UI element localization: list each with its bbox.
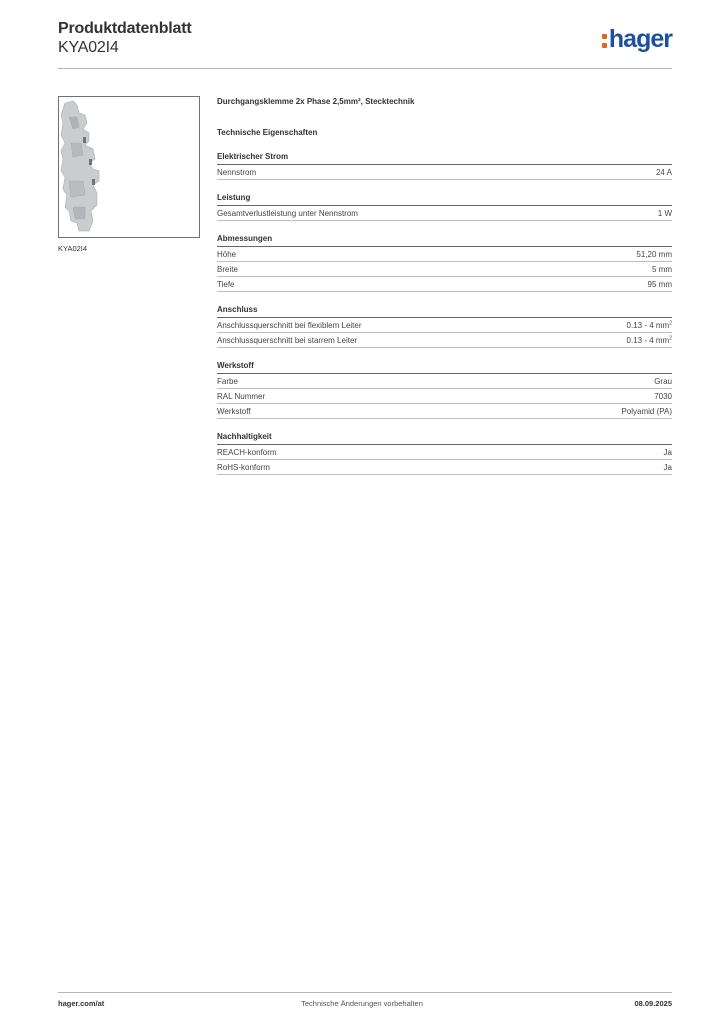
product-description: Durchgangsklemme 2x Phase 2,5mm², Stecktechnik (217, 97, 415, 106)
property-label: Nennstrom (217, 167, 257, 177)
property-value-wrap (654, 377, 672, 386)
property-label: Breite (217, 264, 238, 274)
property-value: 24 A (655, 167, 672, 177)
property-row (217, 277, 672, 292)
logo-dots-icon (602, 34, 607, 48)
property-value: 51,20 mm (636, 249, 672, 259)
property-value-wrap (627, 321, 672, 330)
property-value: 95 mm (647, 279, 672, 289)
property-value-wrap (627, 336, 672, 345)
property-value: 0.13 - 4 mm (626, 320, 670, 330)
group-title: Elektrischer Strom (217, 151, 672, 165)
terminal-block-icon (59, 97, 199, 237)
property-value-wrap (652, 265, 672, 274)
property-label: Anschlussquerschnitt bei flexiblem Leiter (217, 320, 362, 330)
property-value: Grau (654, 376, 672, 386)
property-value: 7030 (654, 391, 672, 401)
property-label: Gesamtverlustleistung unter Nennstrom (217, 208, 358, 218)
unit-superscript: 2 (669, 319, 672, 326)
property-row (217, 333, 672, 348)
group-title: Werkstoff (217, 360, 672, 374)
property-row (217, 206, 672, 221)
property-row (217, 460, 672, 475)
property-group (217, 360, 672, 419)
property-row (217, 262, 672, 277)
header-divider (58, 68, 672, 69)
property-value: 1 W (657, 208, 672, 218)
property-value-wrap (648, 280, 672, 289)
property-row (217, 165, 672, 180)
property-value: 5 mm (652, 264, 672, 274)
property-row (217, 445, 672, 460)
property-value-wrap (664, 463, 672, 472)
group-title: Anschluss (217, 304, 672, 318)
property-value: Ja (663, 462, 672, 472)
product-content (217, 96, 672, 475)
property-label: Anschlussquerschnitt bei starrem Leiter (217, 335, 358, 345)
group-title: Abmessungen (217, 233, 672, 247)
property-value-wrap (636, 250, 672, 259)
group-title: Nachhaltigkeit (217, 431, 672, 445)
property-value: Polyamid (PA) (621, 406, 672, 416)
property-value-wrap (656, 168, 672, 177)
section-title: Technische Eigenschaften (217, 128, 318, 137)
property-label: RoHS-konform (217, 462, 270, 472)
footer-divider (58, 992, 672, 993)
property-value-wrap (621, 407, 672, 416)
property-row (217, 247, 672, 262)
page-title: Produktdatenblatt (58, 20, 192, 37)
property-row (217, 374, 672, 389)
property-group (217, 431, 672, 475)
property-label: Höhe (217, 249, 237, 259)
property-group (217, 151, 672, 180)
property-value: Ja (663, 447, 672, 457)
product-code: KYA02I4 (58, 39, 119, 56)
property-label: REACH-konform (217, 447, 277, 457)
property-group (217, 304, 672, 348)
footer-date: 08.09.2025 (634, 999, 672, 1008)
logo-text: hager (608, 25, 672, 53)
property-value-wrap (658, 209, 672, 218)
property-row (217, 389, 672, 404)
property-label: RAL Nummer (217, 391, 266, 401)
property-label: Werkstoff (217, 406, 251, 416)
property-groups (217, 151, 672, 475)
property-group (217, 233, 672, 292)
unit-superscript: 2 (669, 334, 672, 341)
hager-logo (602, 27, 672, 52)
property-value-wrap (654, 392, 672, 401)
footer-disclaimer: Technische Änderungen vorbehalten (301, 999, 423, 1008)
property-value: 0.13 - 4 mm (626, 335, 670, 345)
property-label: Farbe (217, 376, 238, 386)
property-group (217, 192, 672, 221)
image-caption: KYA02I4 (58, 244, 88, 253)
property-value-wrap (664, 448, 672, 457)
property-row (217, 404, 672, 419)
terminal-block-image (58, 96, 200, 238)
group-title: Leistung (217, 192, 672, 206)
property-label: Tiefe (217, 279, 235, 289)
property-row (217, 318, 672, 333)
footer-website-link[interactable]: hager.com/at (58, 999, 105, 1008)
